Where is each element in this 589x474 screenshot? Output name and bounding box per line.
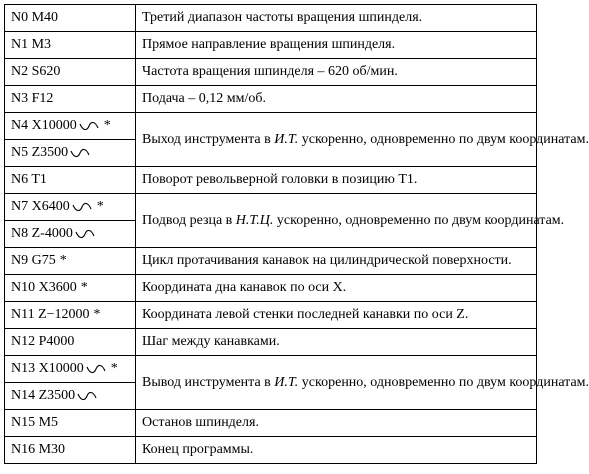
description-cell: [136, 32, 537, 59]
block-code-cell: [5, 86, 136, 113]
tilde-icon: [77, 391, 97, 401]
block-code: N11 Z−12000: [11, 307, 90, 322]
tilde-icon: [70, 148, 90, 158]
star-mark: *: [59, 253, 67, 268]
block-code: N1 M3: [11, 37, 52, 52]
star-mark: *: [80, 280, 88, 295]
description-text: Прямое направление вращения шпинделя.: [142, 37, 396, 52]
block-code: N14 Z3500: [11, 388, 76, 403]
block-code-cell: [5, 248, 136, 275]
description-text: Шаг между канавками.: [142, 334, 280, 349]
description-text: Подвод резца в: [142, 212, 236, 228]
block-code: N16 M30: [11, 442, 66, 457]
table-row: [5, 86, 537, 113]
description-cell: [136, 86, 537, 113]
block-code-cell: [5, 356, 136, 383]
description-cell: [136, 329, 537, 356]
description-text: Третий диапазон частоты вращения шпинделя.: [142, 10, 423, 25]
block-code-cell: [5, 221, 136, 248]
description-text: Вывод инструмента в: [142, 374, 275, 390]
block-code-cell: [5, 167, 136, 194]
description-text: ускоренно, одновременно по двум координатам.: [298, 131, 589, 147]
description-cell: [136, 356, 589, 410]
description-cell: [136, 194, 565, 248]
block-code-cell: [5, 194, 136, 221]
description-cell: [136, 59, 537, 86]
description-emphasis: И.Т.: [274, 374, 299, 390]
star-mark: *: [96, 199, 104, 214]
description-text: Конец программы.: [142, 442, 254, 457]
star-mark: *: [110, 361, 118, 376]
description-text: ускоренно, одновременно по двум координатам.: [298, 374, 589, 390]
description-cell: [136, 302, 537, 329]
table-row: [5, 32, 537, 59]
block-code: N12 P4000: [11, 334, 75, 349]
description-text: Останов шпинделя.: [142, 415, 259, 430]
star-mark: *: [103, 118, 111, 133]
description-cell: [136, 113, 589, 167]
description-emphasis: И.Т.: [274, 131, 299, 147]
table-row: [5, 194, 537, 221]
block-code-cell: [5, 140, 136, 167]
block-code-cell: [5, 32, 136, 59]
description-text: ускоренно, одновременно по двум координатам.: [273, 212, 565, 228]
block-code: N2 S620: [11, 64, 61, 79]
block-code-cell: [5, 410, 136, 437]
description-text: Частота вращения шпинделя – 620 об/мин.: [142, 64, 398, 79]
description-text: Поворот револьверной головки в позицию Т1.: [142, 172, 418, 187]
tilde-icon: [86, 364, 106, 374]
block-code-cell: [5, 59, 136, 86]
block-code: N9 G75: [11, 253, 56, 268]
table-row: [5, 302, 537, 329]
block-code: N7 X6400: [11, 199, 70, 214]
description-cell: [136, 275, 537, 302]
description-text: Выход инструмента в: [142, 131, 275, 147]
table-row: [5, 113, 537, 140]
block-code-cell: [5, 5, 136, 32]
table-row: [5, 437, 537, 464]
star-mark: *: [93, 307, 101, 322]
block-code: N6 T1: [11, 172, 47, 187]
description-text: Подача – 0,12 мм/об.: [142, 91, 266, 106]
block-code-cell: [5, 113, 136, 140]
table-row: [5, 167, 537, 194]
block-code: N3 F12: [11, 91, 54, 106]
block-code-cell: [5, 329, 136, 356]
block-code: N15 M5: [11, 415, 59, 430]
block-code-cell: [5, 275, 136, 302]
description-cell: [136, 437, 537, 464]
table-row: [5, 248, 537, 275]
table-row: [5, 5, 537, 32]
block-code-cell: [5, 383, 136, 410]
tilde-icon: [72, 202, 92, 212]
description-cell: [136, 410, 537, 437]
block-code-cell: [5, 302, 136, 329]
description-cell: [136, 167, 537, 194]
block-code-cell: [5, 437, 136, 464]
tilde-icon: [75, 229, 95, 239]
block-code: N4 X10000: [11, 118, 77, 133]
description-cell: [136, 5, 537, 32]
nc-program-table: [4, 4, 589, 464]
table-row: [5, 356, 537, 383]
block-code: N8 Z-4000: [11, 226, 73, 241]
description-emphasis: Н.Т.Ц.: [235, 212, 274, 228]
description-cell: [136, 248, 537, 275]
block-code: N13 X10000: [11, 361, 84, 376]
description-text: Координата левой стенки последней канавки по оси Z.: [142, 307, 469, 322]
table-row: [5, 410, 537, 437]
tilde-icon: [79, 121, 99, 131]
description-text: Цикл протачивания канавок на цилиндрической поверхности.: [142, 253, 512, 268]
block-code: N0 M40: [11, 10, 59, 25]
block-code: N10 X3600: [11, 280, 77, 295]
table-row: [5, 275, 537, 302]
table-row: [5, 329, 537, 356]
description-text: Координата дна канавок по оси X.: [142, 280, 347, 295]
table-row: [5, 59, 537, 86]
block-code: N5 Z3500: [11, 145, 69, 160]
